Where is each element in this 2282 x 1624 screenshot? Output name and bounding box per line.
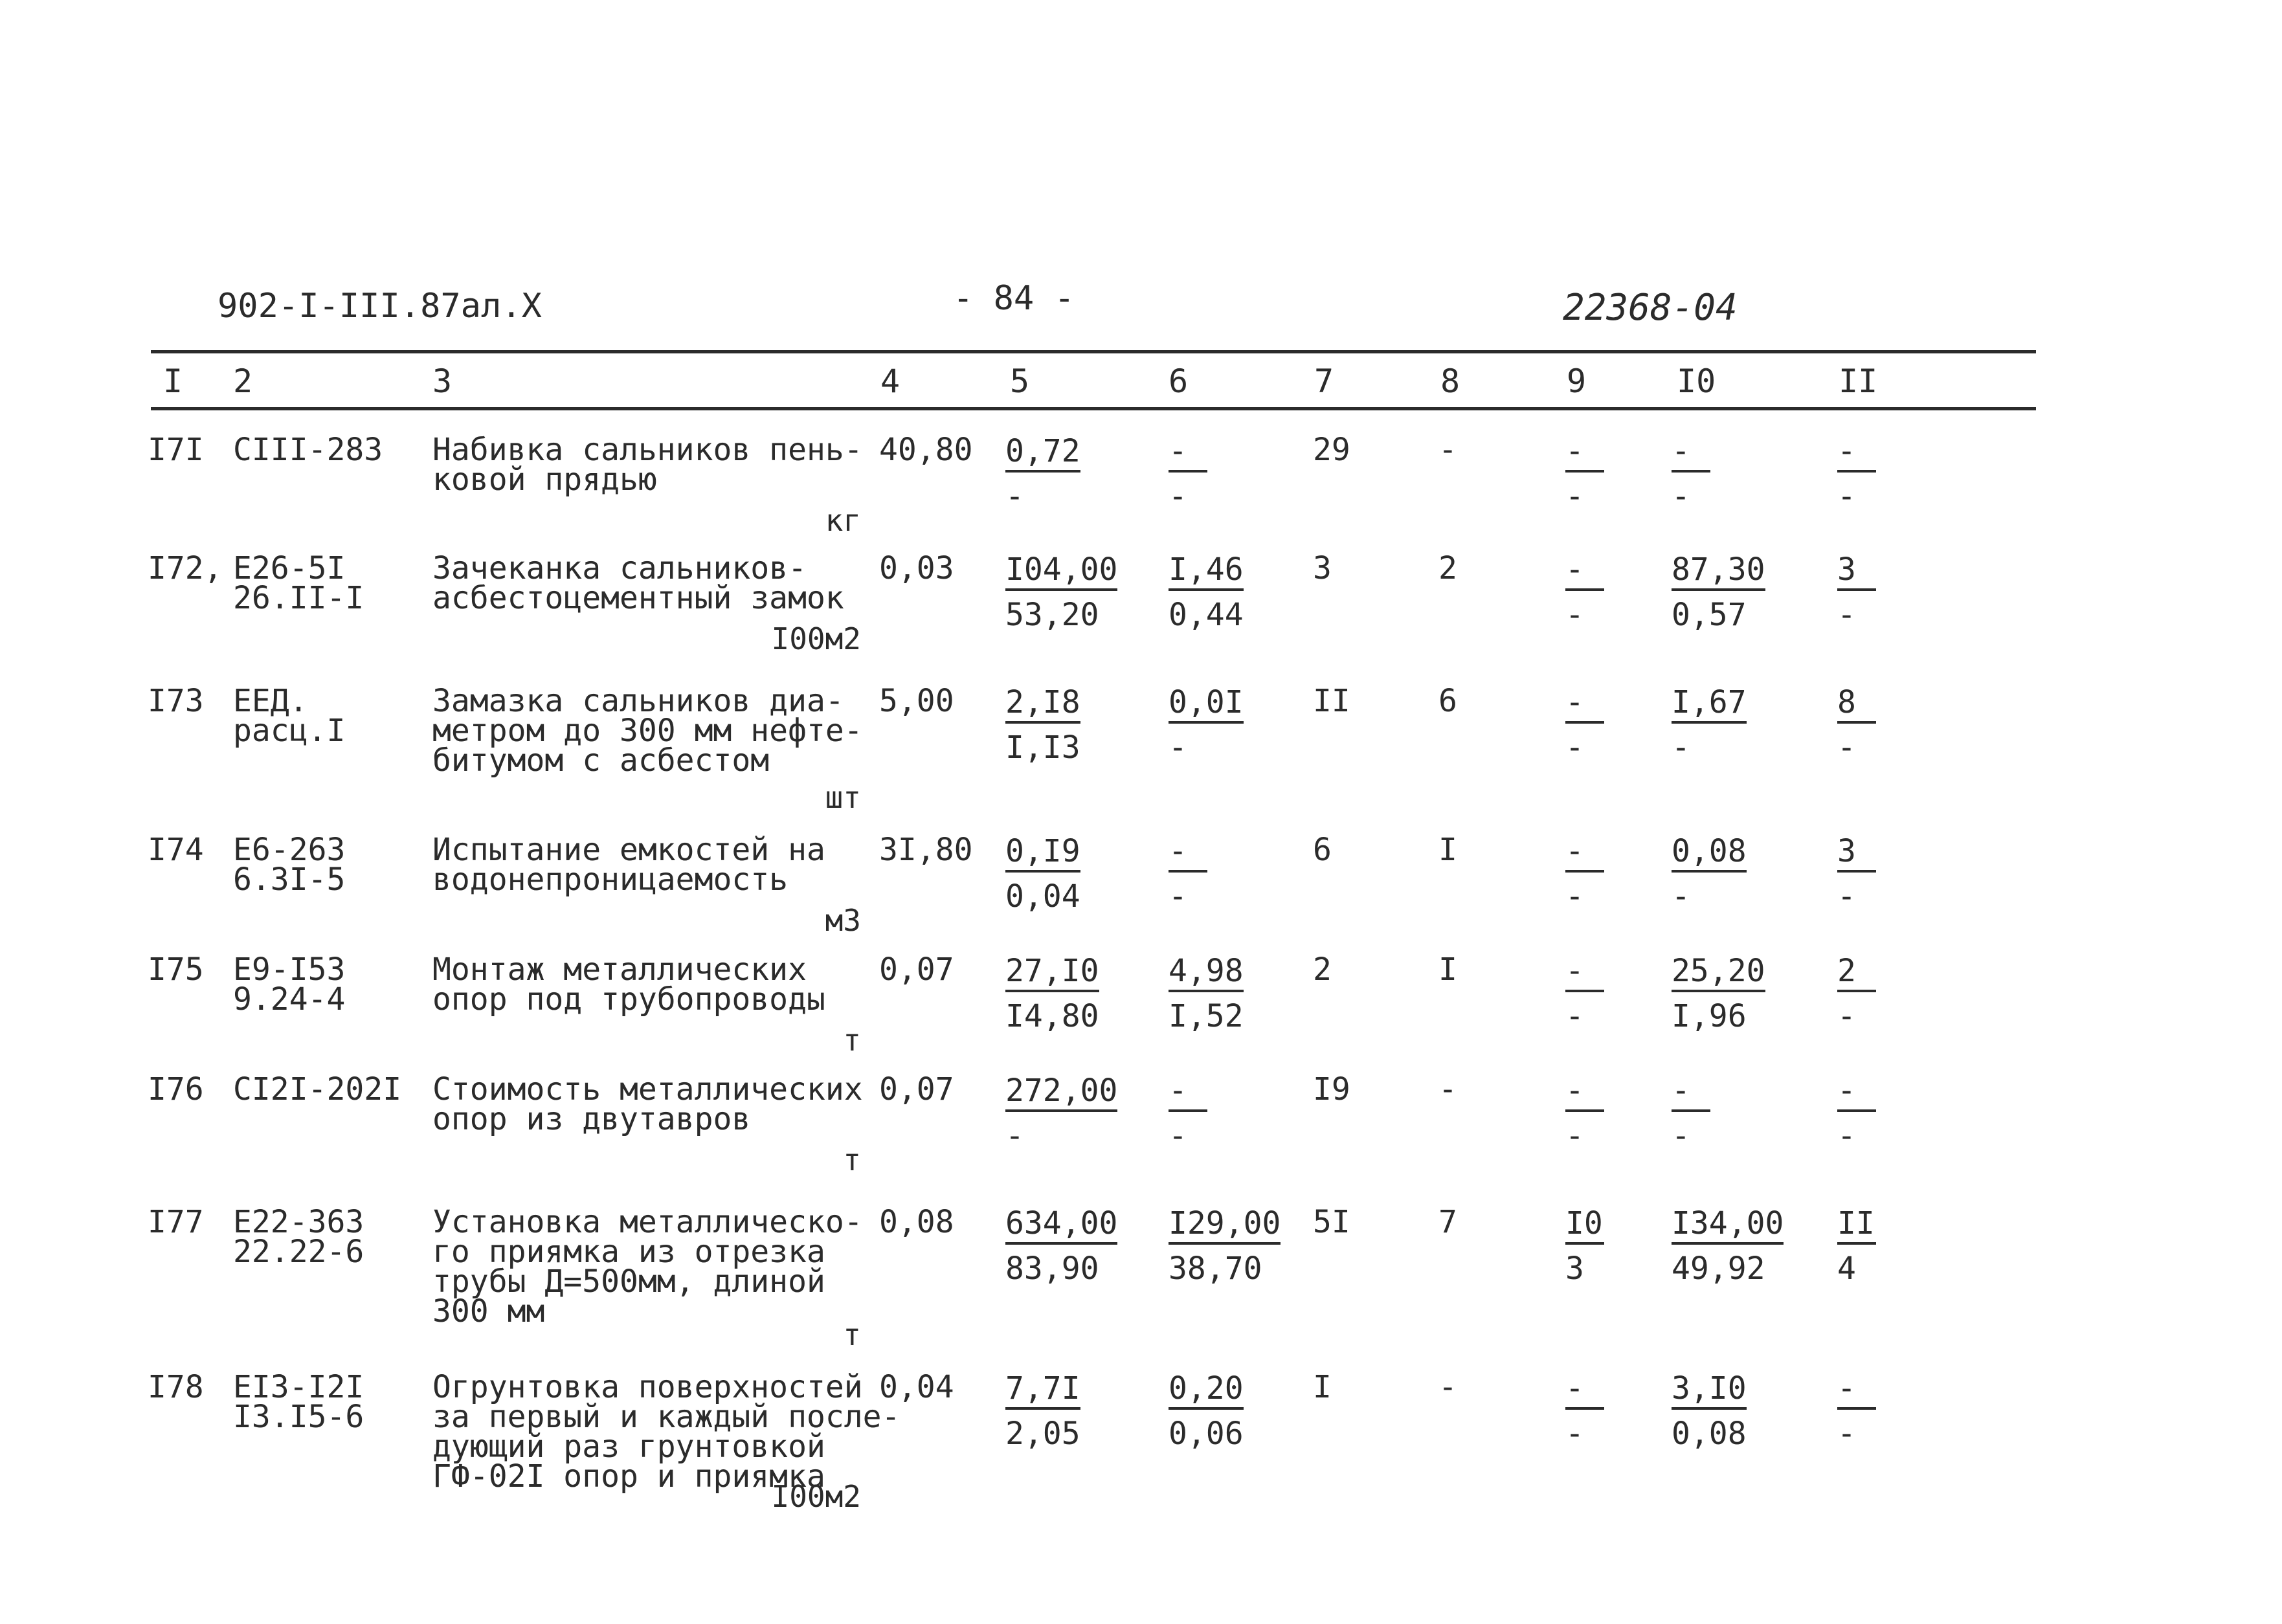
rate-code-secondary: 6.3I-5 [233, 862, 346, 898]
fraction-numerator: - [1169, 1074, 1207, 1112]
fraction-cell-c9 [1565, 1207, 1604, 1285]
rate-code: CIII-283 [233, 432, 383, 468]
fraction-denominator: I,I3 [1005, 729, 1080, 766]
fraction-cell-c9 [1565, 1372, 1604, 1450]
rate-code: ЕЕД. [233, 683, 308, 719]
fraction-denominator: 83,90 [1005, 1251, 1099, 1287]
work-description: Огрунтовка поверхностей за первый и каждый после- дующий раз грунтовкой ГФ-02I опор и приямка [432, 1369, 900, 1495]
rate-code: EI3-I2I [233, 1369, 364, 1405]
fraction-denominator: 0,08 [1672, 1416, 1747, 1452]
fraction-cell-c5 [1005, 1207, 1117, 1285]
table-top-rule [151, 350, 2036, 353]
unit-of-measure: т [843, 1142, 861, 1177]
fraction-cell-c6 [1169, 835, 1207, 913]
fraction-cell-c5 [1005, 835, 1080, 913]
rate-code-secondary: 26.II-I [233, 580, 364, 616]
fraction-cell-c10 [1672, 1074, 1710, 1152]
fraction-cell-c9 [1565, 435, 1604, 513]
unit-of-measure: т [843, 1023, 861, 1058]
row-number: I7I [148, 432, 204, 468]
fraction-cell-c6 [1169, 435, 1207, 513]
fraction-numerator: - [1169, 435, 1207, 473]
fraction-cell-c10 [1672, 835, 1747, 913]
fraction-cell-c9 [1565, 835, 1604, 913]
fraction-denominator: - [1837, 478, 1856, 515]
rate-code: E22-363 [233, 1204, 364, 1240]
work-description: Испытание емкостей на водонепроницаемость [432, 832, 825, 898]
fraction-denominator: - [1837, 998, 1856, 1034]
fraction-numerator: 634,00 [1005, 1207, 1117, 1245]
fraction-cell-c10 [1672, 553, 1765, 631]
fraction-denominator: 3 [1565, 1251, 1584, 1287]
quantity: 0,04 [879, 1369, 954, 1405]
unit-of-measure: кг [825, 503, 861, 538]
fraction-denominator: - [1672, 729, 1690, 766]
rate-code-secondary: 22.22-6 [233, 1234, 364, 1270]
fraction-denominator: - [1837, 597, 1856, 633]
fraction-denominator: - [1005, 478, 1024, 515]
fraction-numerator: 0,08 [1672, 835, 1747, 873]
fraction-numerator: 3 [1837, 553, 1876, 591]
fraction-numerator: 27,I0 [1005, 955, 1099, 992]
fraction-cell-c10 [1672, 435, 1710, 513]
fraction-cell-c6 [1169, 1207, 1281, 1285]
work-description: Монтаж металлических опор под трубопроводы [432, 951, 825, 1018]
row-number: I77 [148, 1204, 204, 1240]
fraction-numerator: - [1565, 686, 1604, 724]
fraction-cell-c5 [1005, 553, 1117, 631]
fraction-numerator: 0,I9 [1005, 835, 1080, 873]
value-col-8: I [1438, 832, 1457, 868]
fraction-denominator: 53,20 [1005, 597, 1099, 633]
fraction-denominator: - [1565, 597, 1584, 633]
fraction-numerator: - [1837, 1074, 1876, 1112]
fraction-cell-c5 [1005, 955, 1099, 1032]
fraction-denominator: - [1169, 878, 1187, 915]
fraction-denominator: - [1565, 1118, 1584, 1154]
fraction-denominator: - [1565, 478, 1584, 515]
fraction-numerator: - [1565, 1372, 1604, 1410]
fraction-denominator: I,96 [1672, 998, 1747, 1034]
unit-of-measure: I00м2 [771, 1479, 861, 1514]
value-col-7: I9 [1313, 1071, 1350, 1107]
value-col-7: 3 [1313, 550, 1332, 586]
value-col-7: 2 [1313, 951, 1332, 988]
column-header-6: 6 [1169, 362, 1189, 400]
fraction-numerator: - [1169, 835, 1207, 873]
column-header-8: 8 [1440, 362, 1460, 400]
fraction-cell-c11 [1837, 686, 1876, 764]
fraction-denominator: - [1565, 878, 1584, 915]
fraction-numerator: I34,00 [1672, 1207, 1784, 1245]
fraction-denominator: - [1565, 1416, 1584, 1452]
fraction-numerator: I29,00 [1169, 1207, 1281, 1245]
work-description: Зачеканка сальников- асбестоцементный замок [432, 550, 844, 616]
fraction-numerator: - [1672, 435, 1710, 473]
fraction-denominator: 0,04 [1005, 878, 1080, 915]
row-number: I75 [148, 951, 204, 988]
fraction-numerator: - [1837, 435, 1876, 473]
quantity: 0,08 [879, 1204, 954, 1240]
fraction-numerator: 272,00 [1005, 1074, 1117, 1112]
fraction-denominator: - [1005, 1118, 1024, 1154]
fraction-denominator: I4,80 [1005, 998, 1099, 1034]
column-header-11: II [1839, 362, 1878, 400]
work-description: Набивка сальников пень- ковой прядью [432, 432, 863, 498]
fraction-numerator: 0,0I [1169, 686, 1244, 724]
value-col-8: - [1438, 432, 1457, 468]
value-col-7: I [1313, 1369, 1332, 1405]
fraction-cell-c5 [1005, 1372, 1080, 1450]
column-header-5: 5 [1010, 362, 1030, 400]
column-header-3: 3 [432, 362, 453, 400]
fraction-numerator: 4,98 [1169, 955, 1244, 992]
fraction-numerator: I,67 [1672, 686, 1747, 724]
fraction-numerator: 3 [1837, 835, 1876, 873]
fraction-denominator: 0,06 [1169, 1416, 1244, 1452]
fraction-cell-c6 [1169, 686, 1244, 764]
column-header-10: I0 [1677, 362, 1716, 400]
row-number: I72, [148, 550, 223, 586]
fraction-denominator: 4 [1837, 1251, 1856, 1287]
rate-code: CI2I-202I [233, 1071, 402, 1107]
fraction-numerator: II [1837, 1207, 1876, 1245]
fraction-numerator: 87,30 [1672, 553, 1765, 591]
work-description: Установка металлическо- го приямка из отрезка трубы Д=500мм, длиной 300 мм [432, 1204, 863, 1329]
page-number: - 84 - [953, 279, 1075, 318]
fraction-numerator: - [1565, 1074, 1604, 1112]
value-col-8: 2 [1438, 550, 1457, 586]
fraction-denominator: 49,92 [1672, 1251, 1765, 1287]
fraction-denominator: - [1672, 878, 1690, 915]
rate-code-secondary: 9.24-4 [233, 981, 346, 1018]
fraction-numerator: 7,7I [1005, 1372, 1080, 1410]
column-header-2: 2 [233, 362, 253, 400]
value-col-8: 7 [1438, 1204, 1457, 1240]
unit-of-measure: I00м2 [771, 621, 861, 656]
quantity: 5,00 [879, 683, 954, 719]
fraction-cell-c11 [1837, 955, 1876, 1032]
row-number: I73 [148, 683, 204, 719]
fraction-numerator: - [1565, 553, 1604, 591]
fraction-cell-c10 [1672, 955, 1765, 1032]
fraction-cell-c6 [1169, 553, 1244, 631]
fraction-denominator: - [1837, 1416, 1856, 1452]
fraction-cell-c11 [1837, 553, 1876, 631]
fraction-cell-c9 [1565, 1074, 1604, 1152]
fraction-denominator: 2,05 [1005, 1416, 1080, 1452]
work-description: Замазка сальников диа- метром до 300 мм нефте- битумом с асбестом [432, 683, 863, 779]
fraction-cell-c6 [1169, 1074, 1207, 1152]
fraction-denominator: - [1169, 729, 1187, 766]
fraction-denominator: 0,44 [1169, 597, 1244, 633]
quantity: 0,07 [879, 1071, 954, 1107]
quantity: 0,07 [879, 951, 954, 988]
fraction-numerator: - [1565, 435, 1604, 473]
rate-code: E9-I53 [233, 951, 346, 988]
fraction-denominator: - [1837, 1118, 1856, 1154]
row-number: I74 [148, 832, 204, 868]
value-col-7: 29 [1313, 432, 1350, 468]
fraction-numerator: - [1672, 1074, 1710, 1112]
fraction-cell-c10 [1672, 1207, 1784, 1285]
fraction-cell-c11 [1837, 1372, 1876, 1450]
column-header-1: I [163, 362, 183, 400]
fraction-numerator: 2,I8 [1005, 686, 1080, 724]
value-col-8: I [1438, 951, 1457, 988]
column-header-9: 9 [1567, 362, 1587, 400]
fraction-cell-c9 [1565, 553, 1604, 631]
fraction-numerator: I0 [1565, 1207, 1604, 1245]
column-header-4: 4 [880, 362, 900, 400]
fraction-numerator: - [1565, 955, 1604, 992]
unit-of-measure: шт [825, 780, 861, 815]
rate-code: E6-263 [233, 832, 346, 868]
fraction-denominator: - [1565, 729, 1584, 766]
fraction-cell-c10 [1672, 686, 1747, 764]
fraction-numerator: - [1837, 1372, 1876, 1410]
fraction-cell-c9 [1565, 686, 1604, 764]
inventory-number: 22368-04 [1563, 287, 1738, 329]
fraction-denominator: 0,57 [1672, 597, 1747, 633]
value-col-7: 5I [1313, 1204, 1350, 1240]
fraction-numerator: I04,00 [1005, 553, 1117, 591]
fraction-numerator: I,46 [1169, 553, 1244, 591]
fraction-denominator: - [1672, 478, 1690, 515]
row-number: I76 [148, 1071, 204, 1107]
fraction-denominator: I,52 [1169, 998, 1244, 1034]
value-col-8: - [1438, 1369, 1457, 1405]
fraction-cell-c6 [1169, 955, 1244, 1032]
fraction-denominator: - [1169, 478, 1187, 515]
fraction-numerator: 0,20 [1169, 1372, 1244, 1410]
table-header-rule [151, 407, 2036, 410]
quantity: 0,03 [879, 550, 954, 586]
fraction-denominator: - [1565, 998, 1584, 1034]
rate-code-secondary: I3.I5-6 [233, 1399, 364, 1435]
work-description: Стоимость металлических опор из двутавров [432, 1071, 863, 1137]
value-col-7: 6 [1313, 832, 1332, 868]
value-col-8: - [1438, 1071, 1457, 1107]
fraction-denominator: - [1837, 729, 1856, 766]
fraction-cell-c5 [1005, 686, 1080, 764]
fraction-cell-c10 [1672, 1372, 1747, 1450]
fraction-cell-c9 [1565, 955, 1604, 1032]
fraction-numerator: 25,20 [1672, 955, 1765, 992]
fraction-denominator: 38,70 [1169, 1251, 1262, 1287]
unit-of-measure: т [843, 1317, 861, 1352]
row-number: I78 [148, 1369, 204, 1405]
document-code: 902-I-III.87ал.X [218, 287, 542, 326]
quantity: 3I,80 [879, 832, 973, 868]
fraction-cell-c11 [1837, 1207, 1876, 1285]
fraction-numerator: 3,I0 [1672, 1372, 1747, 1410]
fraction-cell-c11 [1837, 1074, 1876, 1152]
fraction-denominator: - [1837, 878, 1856, 915]
fraction-cell-c11 [1837, 835, 1876, 913]
value-col-8: 6 [1438, 683, 1457, 719]
fraction-numerator: 2 [1837, 955, 1876, 992]
fraction-numerator: - [1565, 835, 1604, 873]
fraction-denominator: - [1672, 1118, 1690, 1154]
quantity: 40,80 [879, 432, 973, 468]
fraction-denominator: - [1169, 1118, 1187, 1154]
fraction-cell-c11 [1837, 435, 1876, 513]
fraction-cell-c5 [1005, 1074, 1117, 1152]
value-col-7: II [1313, 683, 1350, 719]
rate-code: E26-5I [233, 550, 346, 586]
rate-code-secondary: расц.I [233, 713, 346, 749]
fraction-cell-c6 [1169, 1372, 1244, 1450]
unit-of-measure: м3 [825, 903, 861, 938]
column-header-7: 7 [1314, 362, 1334, 400]
fraction-numerator: 0,72 [1005, 435, 1080, 473]
fraction-numerator: 8 [1837, 686, 1876, 724]
fraction-cell-c5 [1005, 435, 1080, 513]
